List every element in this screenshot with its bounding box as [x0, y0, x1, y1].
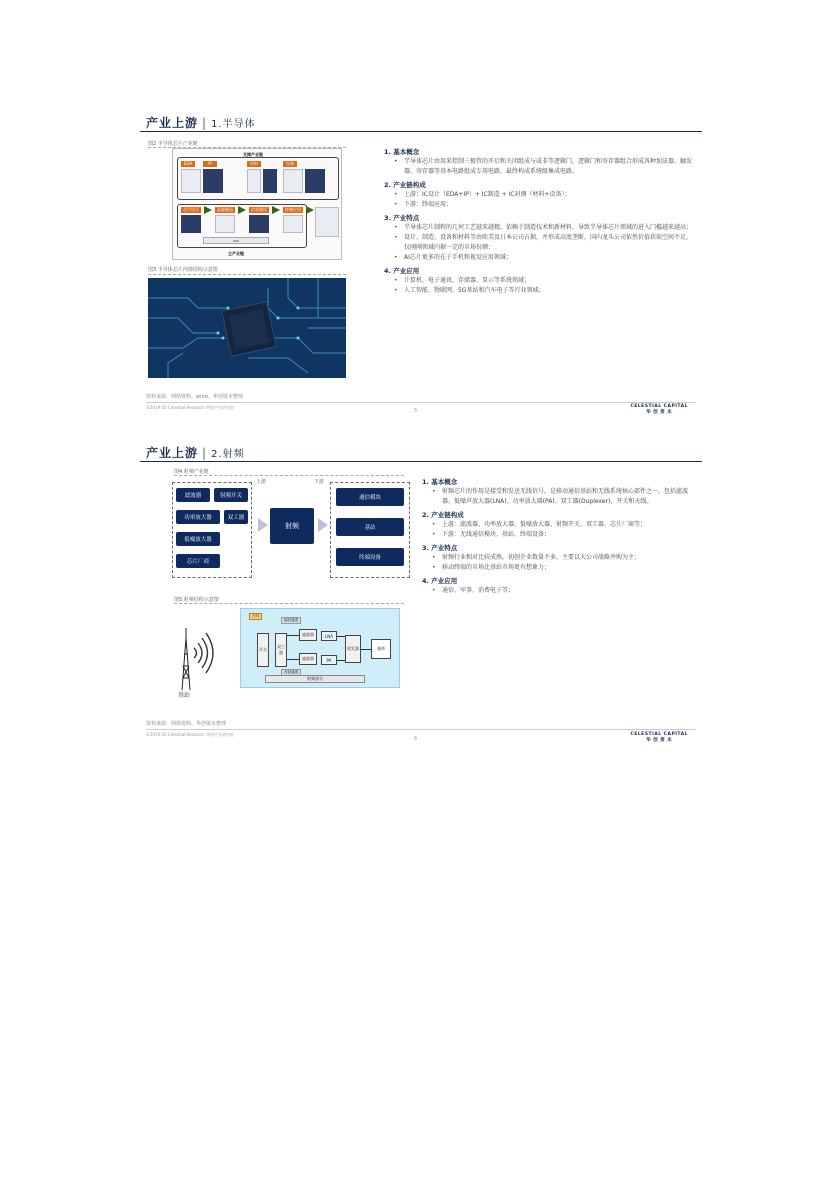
item-lna: 低噪放大器 [176, 532, 220, 546]
antenna-label: 天线 [249, 613, 262, 620]
slide-title: 产业上游 | 2.射频 [146, 446, 245, 460]
chain-bottom-label: 主产业链 [228, 251, 244, 256]
circuit-board-image [148, 278, 346, 378]
bullet-item: • 移动终端的市场比基站市场更有想象力； [430, 563, 696, 573]
bullet-item: • 半导体芯片由用来控制三极管的开启和关闭组成与或非等逻辑门，逻辑门和寄存器组合形成各种加法器、触发器、寄存器等基本电路组成专用电路，最终构成系统级集成电路。 [392, 157, 694, 177]
arrow-icon [238, 206, 246, 214]
page-number: 5 [414, 408, 418, 414]
item-filter: 滤波器 [176, 488, 210, 502]
thumb-image [247, 169, 261, 193]
source-note: 资料来源：网络资料、wind、华创资本整理 [146, 394, 243, 400]
chain-top-label: 支撑产业链 [243, 152, 263, 157]
duplexer-block: 双工器 [275, 633, 287, 667]
connector [287, 659, 299, 660]
chain-box-ip: IP [203, 161, 217, 167]
section-heading: 4. 产业应用 [422, 577, 458, 585]
connector [287, 635, 299, 636]
bullet-item: • 下游：终端应用； [392, 200, 694, 210]
brand-en: CELESTIAL CAPITAL [630, 732, 688, 737]
tower-label: 基站 [178, 692, 191, 699]
section-heading: 1. 基本概念 [384, 148, 420, 156]
figure-caption: 图5 射频结构示意图 [174, 597, 219, 603]
arrow-icon [258, 518, 268, 532]
item-power-amp: 功率放大器 [176, 510, 220, 524]
divider [174, 475, 404, 476]
brand-logo [630, 732, 688, 744]
slide-rf [140, 438, 702, 750]
thumb-image [181, 169, 201, 193]
thumb-image [249, 215, 269, 233]
filter-block-top: 滤波器 [299, 629, 317, 641]
rx-path-label: 接收通道 [281, 617, 301, 624]
rf-structure-diagram [240, 608, 400, 688]
thumb-image [181, 215, 201, 233]
slide-semiconductor [140, 108, 702, 426]
brand-cn: 华 创 资 本 [646, 738, 673, 743]
tx-path-label: 发射通道 [281, 669, 301, 676]
item-duplexer: 双工器 [224, 510, 248, 524]
figure-caption: 图2 半导体芯片产业链 [148, 141, 198, 147]
chain-box-fab: 晶圆制造 [217, 207, 233, 212]
chain-box-material: 材料 [247, 161, 261, 167]
chain-box-design: 芯片设计 [183, 207, 199, 212]
item-chip-vendor: 芯片厂商 [176, 554, 220, 568]
item-comm-module: 通信模块 [336, 488, 404, 506]
arrow-icon [204, 206, 212, 214]
chain-box-application: 终端应用 [285, 207, 301, 212]
text-column [384, 144, 694, 296]
bullet-item: • 射频芯片的作用是接受和发送无线信号，是移动通信基站和无线系统核心部件之一，包括滤波器、低噪声放大器(LNA)、功率放大器(PA)、双工器(Duplexer)、开关和天线。 [430, 487, 696, 507]
bullet-item: • 人工智能、物联网、5G基站和汽车电子等行业领域； [392, 286, 694, 296]
title-main: 产业上游 [146, 446, 199, 460]
rf-chain-diagram [172, 478, 422, 578]
section-heading: 1. 基本概念 [422, 478, 458, 486]
item-rf-switch: 射频开关 [214, 488, 248, 502]
lna-block: LNA [321, 631, 337, 641]
copyright: ©2019-20 Celestial Research 华创产业研究院 [146, 405, 235, 410]
slide-title: 产业上游 | 1.半导体 [146, 116, 256, 130]
title-rule [140, 131, 702, 132]
arrow-icon [306, 206, 314, 214]
title-main: 产业上游 [146, 116, 199, 130]
downstream-label: 下游 [314, 479, 325, 485]
rf-part-bar: 射频部分 [265, 675, 365, 683]
section-heading: 2. 产业链构成 [384, 181, 426, 189]
idm-bar: IDM [203, 237, 269, 244]
connector [337, 660, 345, 661]
transceiver-block: 收发器 [345, 635, 361, 663]
connector [337, 636, 345, 637]
thumb-image [263, 169, 277, 193]
brand-en: CELESTIAL CAPITAL [630, 404, 688, 409]
bullet-item: • 半导体芯片制程的几何工艺越来越精，依赖于制造技术和新材料，导致半导体芯片领域的进入门槛越来越高； [392, 223, 694, 233]
bullet-item: • 下游：无线通信模块、基站、终端设备； [430, 530, 696, 540]
item-base-station: 基站 [336, 518, 404, 536]
bullet-item: • 通信、军事、消费电子等； [430, 586, 696, 596]
baseband-block: 基带 [371, 639, 391, 659]
bullet-item: • 上游：滤波器、功率放大器、低噪放大器、射频开关、双工器、芯片厂商等； [430, 520, 696, 530]
footer-rule [146, 729, 696, 730]
thumb-image [283, 215, 303, 233]
title-rule [140, 461, 702, 462]
page-number: 6 [414, 736, 418, 742]
thumb-image [215, 215, 235, 233]
section-heading: 3. 产业特点 [384, 214, 420, 222]
upstream-label: 上游 [256, 479, 267, 485]
figure-caption: 图4 射频产业链 [174, 469, 209, 475]
section-heading: 2. 产业链构成 [422, 511, 464, 519]
filter-block-bottom: 滤波器 [299, 653, 317, 665]
chain-box-equipment: 设备 [283, 161, 297, 167]
connector [361, 649, 371, 650]
chain-box-eda: EDA [181, 161, 195, 167]
copyright: ©2019-20 Celestial Research 华创产业研究院 [146, 732, 235, 737]
item-terminal: 终端设备 [336, 548, 404, 566]
divider [148, 274, 346, 275]
divider [174, 603, 404, 604]
source-note: 资料来源：网络资料、华创资本整理 [146, 721, 227, 727]
figure-caption: 图3 半导体芯片内部结构示意图 [148, 267, 218, 273]
bullet-item: • 计算机、电子通讯、存储器、显示等系统领域； [392, 276, 694, 286]
pa-block: PA [321, 655, 337, 665]
brand-logo [630, 404, 688, 416]
thumb-image [203, 169, 223, 193]
title-sub: 2.射频 [211, 449, 245, 460]
footer-rule [146, 402, 696, 403]
bullet-item: • 设计、制造、设备和材料等由欧美及日本公司占据，并形成高度垄断，国内龙头公司依然价值获取空间不足，仅刚刚领域内据一定的市场份额； [392, 233, 694, 253]
arrow-icon [272, 206, 280, 214]
brand-cn: 华 创 资 本 [646, 410, 673, 415]
thumb-image [315, 207, 339, 237]
bullet-item: • 上游：IC设计（EDA+IP）+ IC制造 + IC封测（材料+设备）； [392, 190, 694, 200]
industry-chain-diagram [172, 148, 342, 260]
bullet-item: • 射频行业相对比较成熟，初创企业数量不多，主要以大公司战略并购为主； [430, 553, 696, 563]
title-sub: 1.半导体 [211, 119, 256, 130]
text-column [422, 474, 696, 596]
thumb-image [305, 169, 325, 193]
section-heading: 3. 产业特点 [422, 544, 458, 552]
section-heading: 4. 产业应用 [384, 267, 420, 275]
rf-center-node: 射频 [270, 508, 314, 544]
switch-block: 开关 [257, 633, 269, 667]
bullet-item: • AI芯片更多的在于手机和视觉应用领域； [392, 253, 694, 263]
thumb-image [283, 169, 303, 193]
chain-box-packaging: 封装测试 [251, 207, 267, 212]
arrow-icon [318, 518, 328, 532]
